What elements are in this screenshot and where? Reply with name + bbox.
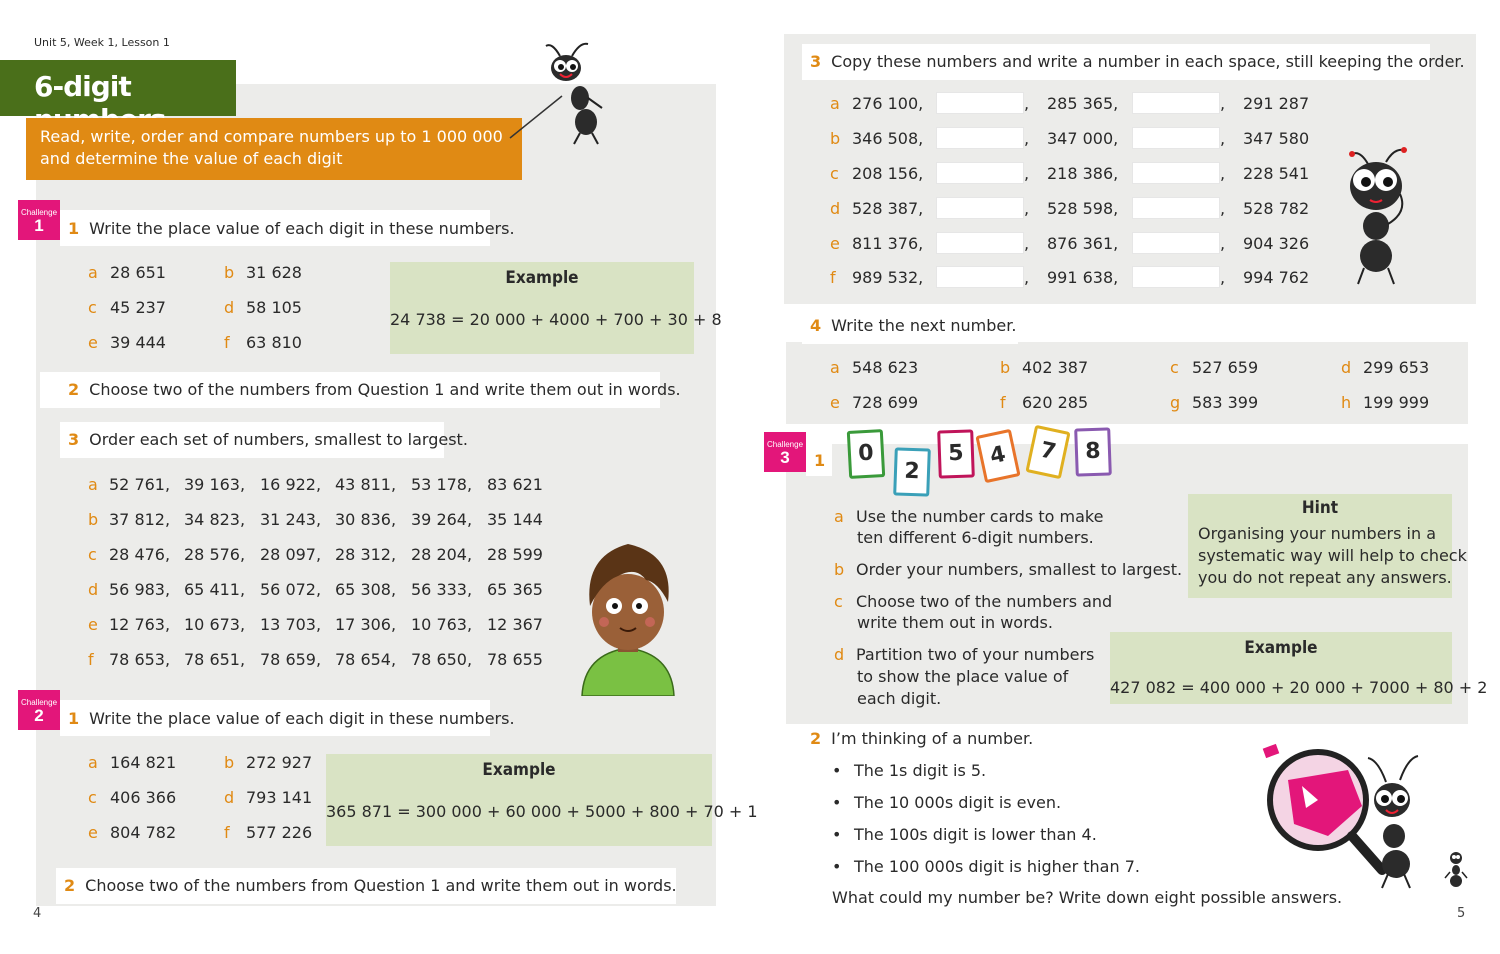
table-cell: 347 580 bbox=[1243, 129, 1310, 148]
table-cell: 65 365 bbox=[487, 580, 543, 599]
clue-bullet: • The 100s digit is lower than 4. bbox=[854, 825, 1097, 845]
example-box bbox=[390, 262, 722, 354]
challenge-3-badge bbox=[764, 432, 806, 472]
unit-label: Unit 5, Week 1, Lesson 1 bbox=[34, 36, 170, 49]
answer-blank[interactable] bbox=[1132, 197, 1220, 219]
table-cell: 28 576, bbox=[184, 545, 246, 564]
table-row: f bbox=[88, 650, 94, 669]
answer-blank[interactable] bbox=[1132, 92, 1220, 114]
table-cell: 10 673, bbox=[184, 615, 246, 634]
hint-line: you do not repeat any answers. bbox=[1198, 568, 1452, 587]
comma: , bbox=[1220, 234, 1226, 253]
table-cell: 994 762 bbox=[1243, 268, 1310, 287]
example-title: Example bbox=[1244, 638, 1318, 658]
answer-blank[interactable] bbox=[1132, 266, 1220, 288]
table-cell: 43 811, bbox=[335, 475, 397, 494]
comma: , bbox=[1220, 268, 1226, 287]
table-row: f 989 532, bbox=[830, 268, 924, 287]
question-c1-q2: 2 Choose two of the numbers from Question 1 and write them out in words. bbox=[68, 380, 681, 399]
list-item-continuation: write them out in words. bbox=[857, 613, 1053, 632]
table-row: e 811 376, bbox=[830, 234, 924, 253]
list-item-continuation: to show the place value of bbox=[857, 667, 1069, 686]
list-item: h 199 999 bbox=[1341, 393, 1430, 412]
table-cell: 991 638, bbox=[1047, 268, 1119, 287]
table-cell: 52 761, bbox=[109, 475, 171, 494]
list-item: d 793 141 bbox=[224, 788, 313, 807]
example-text: 427 082 = 400 000 + 20 000 + 7000 + 80 + 2 bbox=[1110, 678, 1488, 697]
table-cell: 56 983, bbox=[109, 580, 171, 599]
table-cell: 37 812, bbox=[109, 510, 171, 529]
example-text: 365 871 = 300 000 + 60 000 + 5000 + 800 + 70 + 1 bbox=[326, 802, 758, 821]
question-c3-q1-number: 1 bbox=[814, 451, 826, 470]
small-ant-icon bbox=[1444, 850, 1468, 890]
right-page bbox=[750, 0, 1500, 954]
clue-bullet: • The 10 000s digit is even. bbox=[854, 793, 1061, 813]
number-card: 4 bbox=[975, 429, 1020, 483]
number-card: 0 bbox=[847, 429, 885, 479]
objective-line-1: Read, write, order and compare numbers up to 1 000 000 bbox=[40, 127, 503, 146]
hint-box bbox=[1188, 494, 1467, 598]
challenge-label: Challenge bbox=[20, 698, 58, 707]
question-c1-q1: 1 Write the place value of each digit in these numbers. bbox=[68, 219, 515, 238]
comma: , bbox=[1024, 268, 1030, 287]
table-cell: 28 312, bbox=[335, 545, 397, 564]
answer-blank[interactable] bbox=[1132, 232, 1220, 254]
ant-pointing-icon bbox=[500, 38, 610, 148]
table-cell: 28 599 bbox=[487, 545, 543, 564]
answer-blank[interactable] bbox=[936, 162, 1024, 184]
table-cell: 56 333, bbox=[411, 580, 473, 599]
table-cell: 228 541 bbox=[1243, 164, 1310, 183]
table-cell: 28 204, bbox=[411, 545, 473, 564]
challenge-number: 3 bbox=[780, 448, 790, 467]
learning-objective-banner bbox=[26, 118, 522, 180]
list-item: b 402 387 bbox=[1000, 358, 1089, 377]
ant-magnifier-icon bbox=[1258, 740, 1438, 890]
clue-bullet: • The 1s digit is 5. bbox=[854, 761, 986, 781]
table-cell: 28 476, bbox=[109, 545, 171, 564]
comma: , bbox=[1024, 129, 1030, 148]
table-cell: 28 097, bbox=[260, 545, 322, 564]
answer-blank[interactable] bbox=[936, 127, 1024, 149]
clue-bullet: • The 100 000s digit is higher than 7. bbox=[854, 857, 1140, 877]
table-cell: 65 411, bbox=[184, 580, 246, 599]
page-title-banner bbox=[0, 60, 236, 116]
table-row: b bbox=[88, 510, 99, 529]
list-item: a 164 821 bbox=[88, 753, 177, 772]
comma: , bbox=[1024, 234, 1030, 253]
table-cell: 12 763, bbox=[109, 615, 171, 634]
list-item-continuation: each digit. bbox=[857, 689, 942, 708]
question-c3-q2-closing: What could my number be? Write down eight possible answers. bbox=[832, 888, 1343, 907]
table-cell: 56 072, bbox=[260, 580, 322, 599]
table-row: b 346 508, bbox=[830, 129, 924, 148]
challenge-1-badge bbox=[18, 200, 60, 240]
list-item: d 299 653 bbox=[1341, 358, 1430, 377]
list-item: c 527 659 bbox=[1170, 358, 1259, 377]
answer-blank[interactable] bbox=[936, 197, 1024, 219]
challenge-number: 1 bbox=[34, 216, 44, 235]
table-cell: 10 763, bbox=[411, 615, 473, 634]
list-item: e 39 444 bbox=[88, 333, 166, 352]
question-q4: 4 Write the next number. bbox=[810, 316, 1017, 335]
table-cell: 285 365, bbox=[1047, 94, 1119, 113]
list-item: e 804 782 bbox=[88, 823, 177, 842]
table-cell: 78 650, bbox=[411, 650, 473, 669]
example-text: 24 738 = 20 000 + 4000 + 700 + 30 + 8 bbox=[390, 310, 722, 329]
list-item: g 583 399 bbox=[1170, 393, 1259, 412]
answer-blank[interactable] bbox=[1132, 127, 1220, 149]
table-cell: 78 655 bbox=[487, 650, 543, 669]
list-item: a 28 651 bbox=[88, 263, 166, 282]
question-c3-q2: 2 I’m thinking of a number. bbox=[810, 729, 1034, 748]
question-c2-q2: 2 Choose two of the numbers from Question 1 and write them out in words. bbox=[64, 876, 677, 895]
example-box bbox=[1110, 632, 1488, 704]
table-row: d bbox=[88, 580, 99, 599]
table-cell: 347 000, bbox=[1047, 129, 1119, 148]
table-cell: 78 659, bbox=[260, 650, 322, 669]
answer-blank[interactable] bbox=[936, 92, 1024, 114]
list-item: f 620 285 bbox=[1000, 393, 1089, 412]
table-cell: 528 782 bbox=[1243, 199, 1310, 218]
table-row: a bbox=[88, 475, 98, 494]
boy-character-icon bbox=[578, 536, 678, 696]
comma: , bbox=[1220, 129, 1226, 148]
table-cell: 17 306, bbox=[335, 615, 397, 634]
table-row: d 528 387, bbox=[830, 199, 924, 218]
page-number: 5 bbox=[1457, 906, 1466, 921]
table-row: c 208 156, bbox=[830, 164, 924, 183]
table-cell: 65 308, bbox=[335, 580, 397, 599]
list-item: a 548 623 bbox=[830, 358, 919, 377]
question-c2-q1: 1 Write the place value of each digit in these numbers. bbox=[68, 709, 515, 728]
comma: , bbox=[1024, 199, 1030, 218]
table-row: c bbox=[88, 545, 97, 564]
list-item: c Choose two of the numbers and bbox=[834, 592, 1113, 611]
number-card: 2 bbox=[893, 447, 931, 496]
challenge-2-badge bbox=[18, 690, 60, 730]
table-cell: 39 264, bbox=[411, 510, 473, 529]
example-box bbox=[326, 754, 758, 846]
list-item: d 58 105 bbox=[224, 298, 302, 317]
table-cell: 291 287 bbox=[1243, 94, 1310, 113]
challenge-label: Challenge bbox=[766, 440, 804, 449]
hint-line: Organising your numbers in a bbox=[1198, 524, 1437, 543]
table-cell: 528 598, bbox=[1047, 199, 1119, 218]
table-cell: 13 703, bbox=[260, 615, 322, 634]
table-cell: 78 653, bbox=[109, 650, 171, 669]
number-card: 7 bbox=[1025, 425, 1070, 479]
table-cell: 35 144 bbox=[487, 510, 543, 529]
comma: , bbox=[1220, 199, 1226, 218]
hint-title: Hint bbox=[1301, 498, 1339, 518]
challenge-label: Challenge bbox=[20, 208, 58, 217]
list-item: d Partition two of your numbers bbox=[834, 645, 1095, 664]
list-item: f 577 226 bbox=[224, 823, 313, 842]
list-item: f 63 810 bbox=[224, 333, 302, 352]
page-number: 4 bbox=[33, 906, 42, 921]
hint-line: systematic way will help to check bbox=[1198, 546, 1467, 565]
example-title: Example bbox=[505, 268, 579, 288]
list-item-continuation: ten different 6-digit numbers. bbox=[857, 528, 1094, 547]
list-item: c 406 366 bbox=[88, 788, 177, 807]
table-cell: 53 178, bbox=[411, 475, 473, 494]
table-cell: 83 621 bbox=[487, 475, 543, 494]
table-cell: 39 163, bbox=[184, 475, 246, 494]
example-title: Example bbox=[482, 760, 556, 780]
list-item: c 45 237 bbox=[88, 298, 166, 317]
list-item: e 728 699 bbox=[830, 393, 919, 412]
list-item: a Use the number cards to make bbox=[834, 507, 1104, 526]
comma: , bbox=[1220, 94, 1226, 113]
table-cell: 904 326 bbox=[1243, 234, 1310, 253]
page-title: 6-digit bbox=[34, 70, 131, 103]
question-c1-q3: 3 Order each set of numbers, smallest to largest. bbox=[68, 430, 468, 449]
objective-line-2: and determine the value of each digit bbox=[40, 149, 343, 168]
table-cell: 30 836, bbox=[335, 510, 397, 529]
list-item: b 272 927 bbox=[224, 753, 313, 772]
challenge-number: 2 bbox=[34, 706, 44, 725]
table-cell: 876 361, bbox=[1047, 234, 1119, 253]
ant-thinking-icon bbox=[1334, 146, 1424, 286]
answer-blank[interactable] bbox=[936, 232, 1024, 254]
table-cell: 218 386, bbox=[1047, 164, 1119, 183]
number-card: 8 bbox=[1074, 427, 1112, 476]
comma: , bbox=[1024, 94, 1030, 113]
list-item: b 31 628 bbox=[224, 263, 302, 282]
answer-blank[interactable] bbox=[936, 266, 1024, 288]
answer-blank[interactable] bbox=[1132, 162, 1220, 184]
table-cell: 31 243, bbox=[260, 510, 322, 529]
table-row: a 276 100, bbox=[830, 94, 924, 113]
table-cell: 78 651, bbox=[184, 650, 246, 669]
question-q3: 3 Copy these numbers and write a number in each space, still keeping the order. bbox=[810, 52, 1465, 71]
comma: , bbox=[1220, 164, 1226, 183]
comma: , bbox=[1024, 164, 1030, 183]
table-cell: 78 654, bbox=[335, 650, 397, 669]
number-card: 5 bbox=[937, 429, 975, 478]
list-item: b Order your numbers, smallest to largest. bbox=[834, 560, 1183, 579]
table-cell: 12 367 bbox=[487, 615, 543, 634]
table-cell: 34 823, bbox=[184, 510, 246, 529]
table-row: e bbox=[88, 615, 98, 634]
table-cell: 16 922, bbox=[260, 475, 322, 494]
